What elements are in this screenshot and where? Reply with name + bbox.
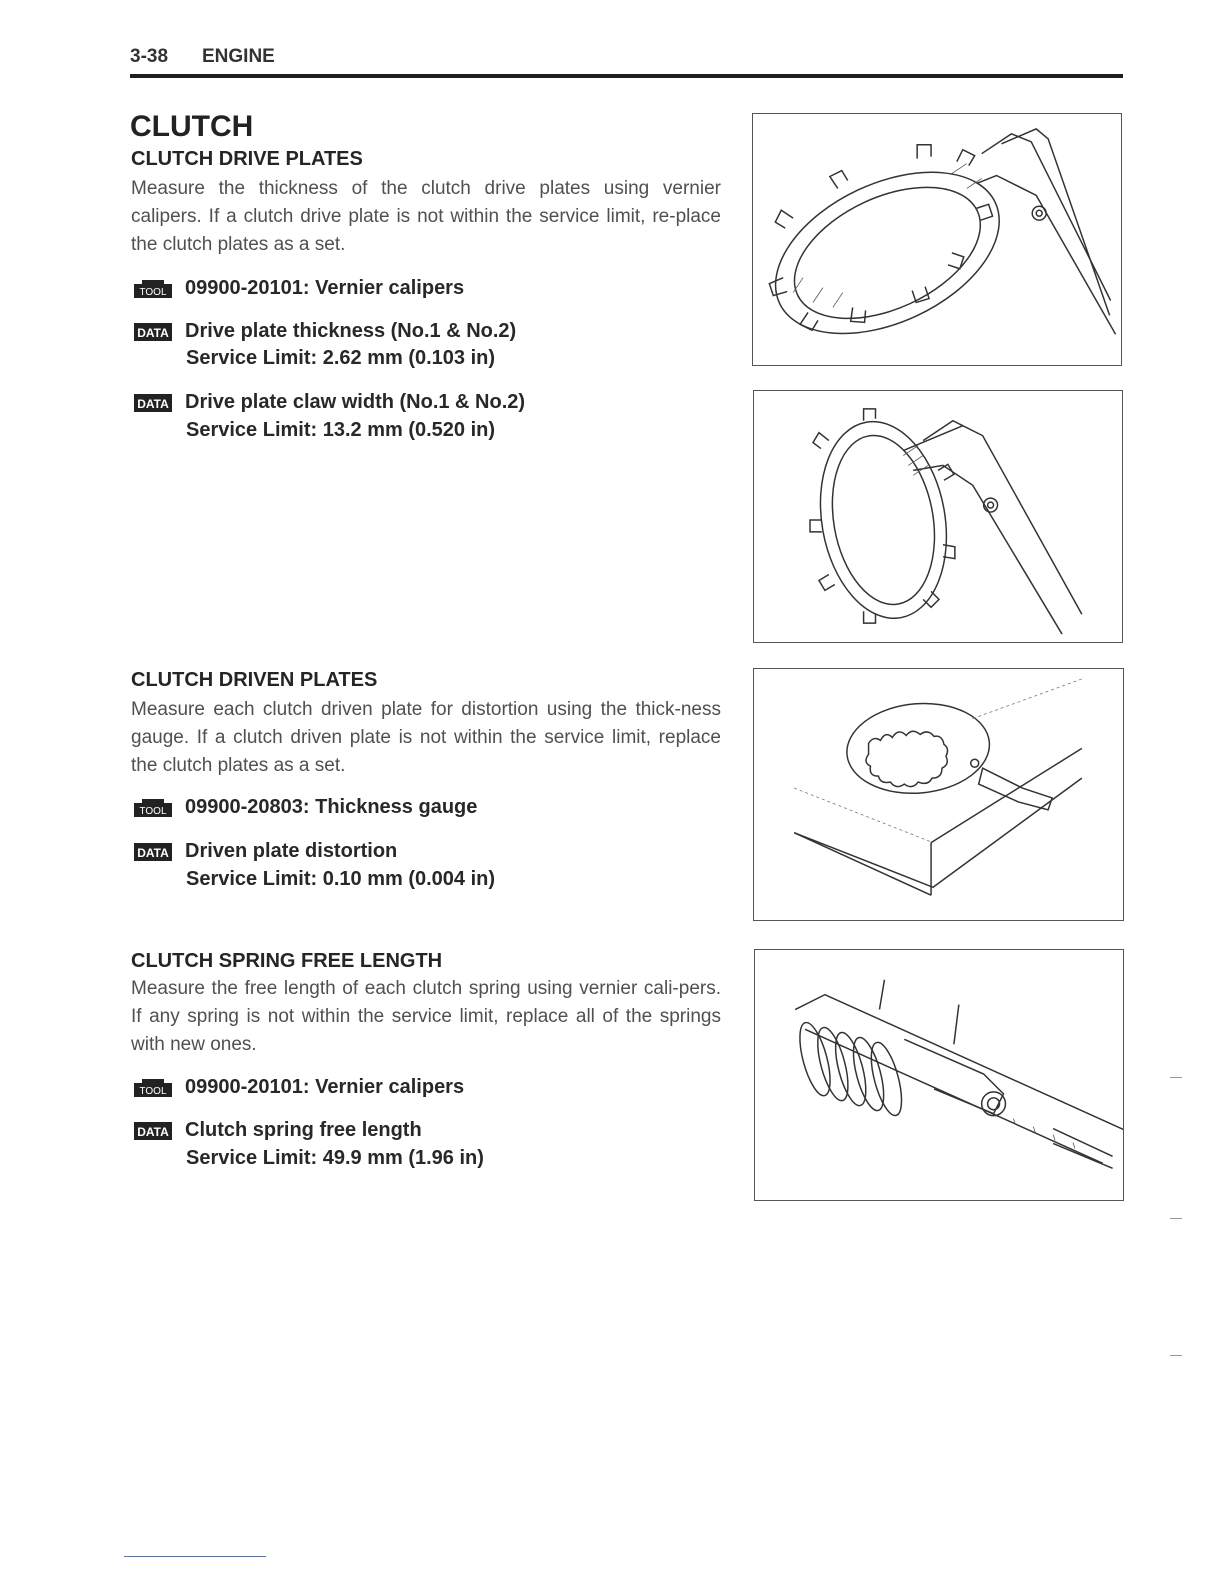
- svg-text:DATA: DATA: [137, 1125, 169, 1139]
- edge-mark: [1170, 1077, 1182, 1078]
- figure-driven-plate-distortion: [753, 668, 1124, 921]
- spring-length-limit: Service Limit: 49.9 mm (1.96 in): [186, 1147, 484, 1169]
- svg-text:TOOL: TOOL: [139, 287, 167, 298]
- tool-icon: [133, 1078, 173, 1098]
- svg-text:DATA: DATA: [137, 397, 169, 411]
- driven-plates-tool-label: 09900-20803: Thickness gauge: [185, 796, 478, 818]
- data-icon: [133, 1121, 173, 1141]
- drive-plate-thickness-label: Drive plate thickness (No.1 & No.2): [185, 320, 517, 342]
- driven-plate-distortion-label: Driven plate distortion: [185, 840, 398, 862]
- data-icon: [133, 322, 173, 342]
- driven-plates-heading: CLUTCH DRIVEN PLATES: [131, 669, 378, 691]
- data-icon: [133, 393, 173, 413]
- drive-plates-tool-label: 09900-20101: Vernier calipers: [185, 277, 465, 299]
- chapter-title: ENGINE: [202, 46, 275, 67]
- page-number: 3-38: [130, 46, 169, 67]
- data-icon: [133, 842, 173, 862]
- spring-text: Measure the free length of each clutch spring using vernier cali-pers. If any spring is not within the service limit, replace all of the springs with new ones.: [131, 978, 721, 1055]
- figure-drive-plate-thickness: [752, 113, 1122, 366]
- figure-drive-plate-claw: [753, 390, 1123, 643]
- page-header: [130, 44, 1123, 78]
- tool-icon: [133, 798, 173, 818]
- drive-plate-thickness-limit: Service Limit: 2.62 mm (0.103 in): [186, 347, 496, 369]
- edge-mark: [1170, 1218, 1182, 1219]
- driven-plate-distortion-illustration: [754, 669, 1123, 920]
- tool-icon: [133, 279, 173, 299]
- svg-text:DATA: DATA: [137, 326, 169, 340]
- spring-length-label: Clutch spring free length: [185, 1119, 422, 1141]
- drive-plate-claw-illustration: [754, 391, 1122, 642]
- footer-rule: [124, 1556, 266, 1557]
- spring-heading: CLUTCH SPRING FREE LENGTH: [131, 950, 443, 972]
- drive-plate-claw-limit: Service Limit: 13.2 mm (0.520 in): [186, 419, 496, 441]
- driven-plates-text: Measure each clutch driven plate for distortion using the thick-ness gauge. If a clutch driven plate is not within the service limit, replace the clutch plates as a set.: [131, 699, 721, 776]
- drive-plates-text: Measure the thickness of the clutch drive plates using vernier calipers. If a clutch drive plate is not within the service limit, re-place the clutch plates as a set.: [131, 178, 721, 255]
- figure-spring-free-length: [754, 949, 1124, 1201]
- spring-tool-label: 09900-20101: Vernier calipers: [185, 1076, 465, 1098]
- spring-free-length-illustration: [755, 950, 1123, 1200]
- drive-plates-heading: CLUTCH DRIVE PLATES: [131, 148, 363, 170]
- driven-plate-distortion-limit: Service Limit: 0.10 mm (0.004 in): [186, 868, 496, 890]
- svg-text:TOOL: TOOL: [139, 1086, 167, 1097]
- edge-mark: [1170, 1355, 1182, 1356]
- svg-text:TOOL: TOOL: [139, 806, 167, 817]
- section-title: CLUTCH: [130, 110, 254, 143]
- drive-plate-claw-label: Drive plate claw width (No.1 & No.2): [185, 391, 526, 413]
- svg-text:DATA: DATA: [137, 846, 169, 860]
- drive-plate-thickness-illustration: [753, 114, 1121, 365]
